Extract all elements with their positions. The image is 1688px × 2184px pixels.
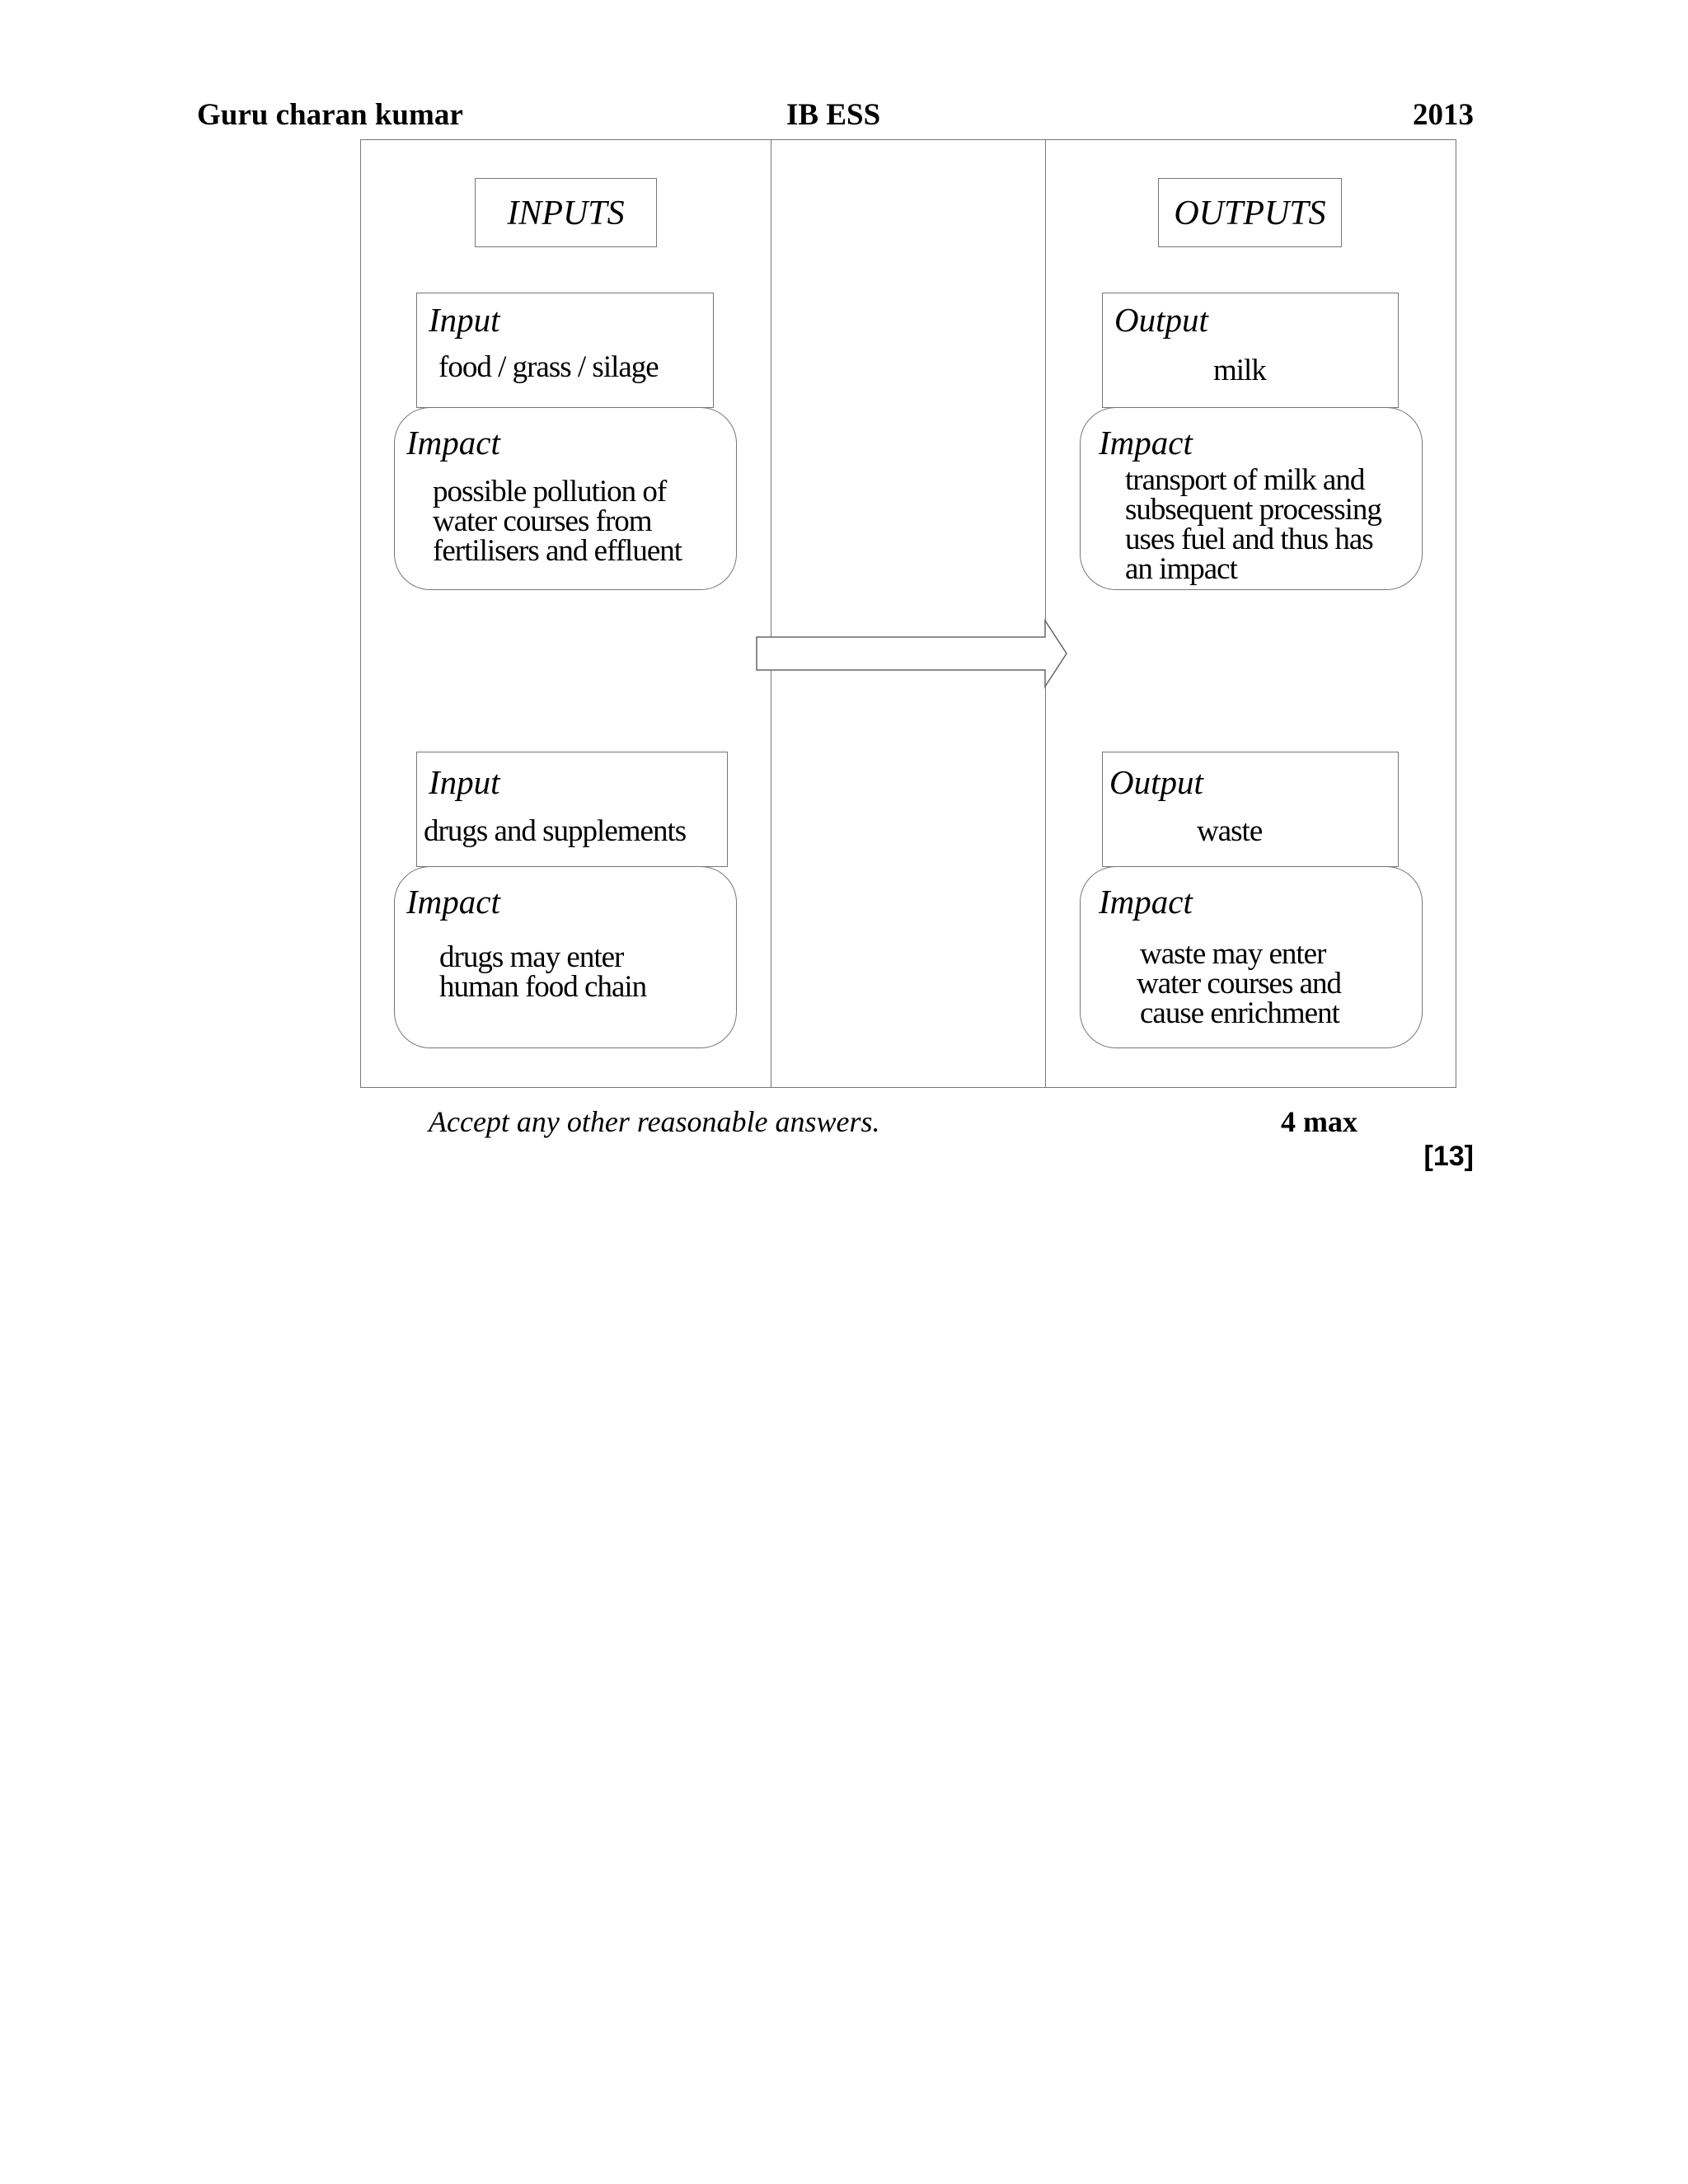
header-subject: IB ESS <box>786 98 881 132</box>
impact-box <box>394 407 737 590</box>
impact-line: water courses and <box>1137 967 1342 1001</box>
impact-line: water courses from <box>433 504 652 538</box>
output-label: Output <box>1114 301 1208 339</box>
impact-line: fertilisers and effluent <box>433 534 682 568</box>
impact-line: cause enrichment <box>1140 996 1339 1030</box>
impact-line: transport of milk and <box>1125 463 1365 497</box>
column-divider <box>1045 139 1046 1088</box>
impact-box <box>1080 866 1423 1048</box>
output-label: Output <box>1109 763 1203 801</box>
input-label: Input <box>429 301 500 339</box>
impact-line: human food chain <box>439 970 647 1004</box>
header-year: 2013 <box>1413 98 1474 132</box>
input-box <box>416 293 714 408</box>
output-value: waste <box>1197 814 1263 848</box>
input-label: Input <box>429 763 500 801</box>
impact-label: Impact <box>406 424 500 462</box>
outputs-title-box <box>1158 178 1342 247</box>
impact-label: Impact <box>406 883 500 921</box>
footer-total: [13] <box>1423 1141 1474 1172</box>
footer-note: Accept any other reasonable answers. <box>429 1105 880 1138</box>
process-arrow-icon <box>750 616 1071 691</box>
impact-line: drugs may enter <box>439 940 624 974</box>
impact-line: possible pollution of <box>433 475 667 509</box>
input-value: food / grass / silage <box>438 350 659 384</box>
impact-label: Impact <box>1099 883 1193 921</box>
impact-box <box>1080 407 1423 590</box>
header-author: Guru charan kumar <box>197 98 463 132</box>
impact-line: waste may enter <box>1140 937 1326 971</box>
impact-line: subsequent processing <box>1125 493 1381 527</box>
output-box <box>1102 752 1399 867</box>
input-value: drugs and supplements <box>424 814 687 848</box>
inputs-title-box <box>475 178 657 247</box>
impact-line: uses fuel and thus has <box>1125 523 1373 556</box>
input-box <box>416 752 728 867</box>
output-value: milk <box>1213 354 1266 387</box>
inputs-title: INPUTS <box>507 194 625 232</box>
footer-marks: 4 max <box>1281 1105 1357 1138</box>
output-box <box>1102 293 1399 408</box>
impact-line: an impact <box>1125 552 1237 586</box>
impact-label: Impact <box>1099 424 1193 462</box>
outputs-title: OUTPUTS <box>1174 194 1326 232</box>
impact-box <box>394 866 737 1048</box>
